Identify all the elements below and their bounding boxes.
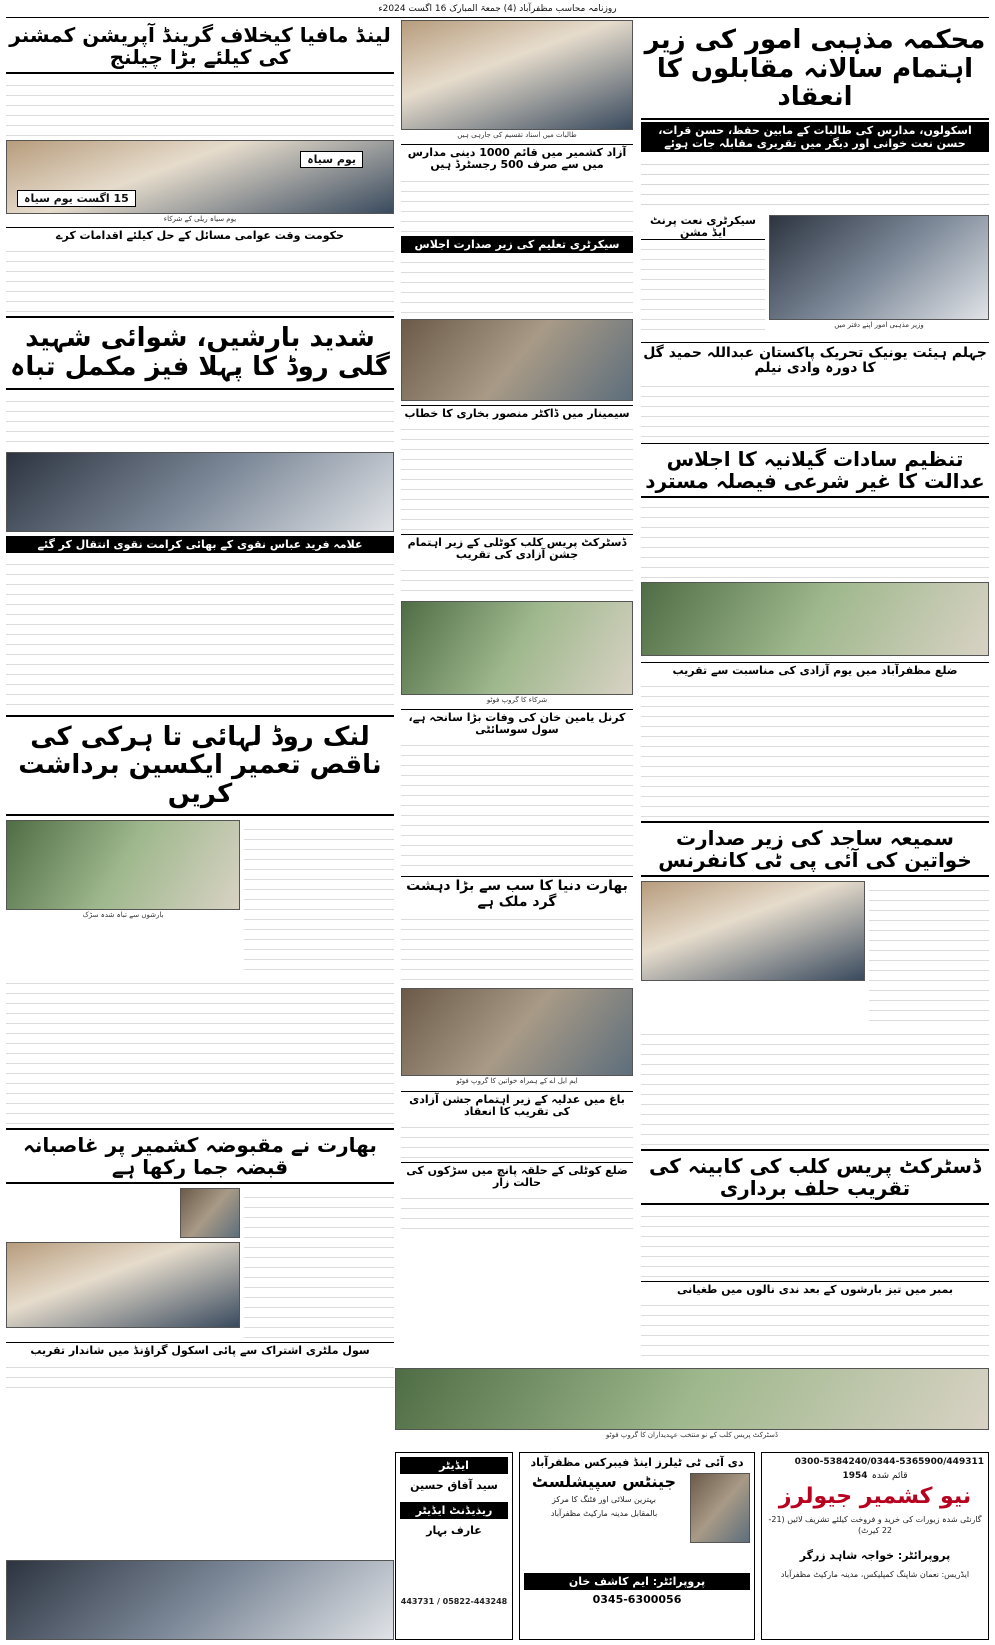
ad-established-label: قائم شدہ xyxy=(871,1471,908,1481)
left-road-row xyxy=(6,820,394,970)
ad-subtitle: گارنٹی شدہ زیورات کی خرید و فروخت کیلئے تشریف لائیں (21-22 کیرٹ) xyxy=(768,1515,982,1535)
lead-headline: محکمہ مذہبی امور کی زیر اہتمام سالانہ مقابلوں کا انعقاد xyxy=(641,20,989,120)
left-lower-photos xyxy=(6,1188,240,1338)
press-club-group-photo xyxy=(395,1368,989,1430)
ad-owner: پروپرائٹر: ایم کاشف خان xyxy=(524,1573,750,1590)
photo-caption: شرکاء کا گروپ فوٹو xyxy=(486,695,548,704)
story-body xyxy=(641,1207,989,1277)
story-headline: ڈسٹرکٹ پریس کلب کوٹلی کے زیر اہتمام جشن آزادی کی تقریب xyxy=(401,534,633,561)
story-headline: ڈسٹرکٹ پریس کلب کی کابینہ کی تقریب حلف برداری xyxy=(641,1149,989,1205)
story-body xyxy=(244,1188,394,1338)
lead-subheadline: اسکولوں، مدارس کی طالبات کے مابین حفظ، حسن قرات، حسن نعت خوانی اور دیگر میں تقریری مقابلہ جات ہوئے xyxy=(641,122,989,152)
story-body xyxy=(641,677,989,817)
story-headline: بمبر میں تیز بارشوں کے بعد ندی نالوں میں طغیانی xyxy=(641,1281,989,1296)
story-body xyxy=(401,736,633,872)
women-delegation-photo xyxy=(401,319,633,401)
bottom-photo-strip xyxy=(395,1368,989,1440)
jewellers-ad xyxy=(761,1452,989,1640)
lead-body xyxy=(641,155,989,211)
owner-portrait xyxy=(690,1473,750,1543)
story-headline: سیمینار میں ڈاکٹر منصور بخاری کا خطاب xyxy=(401,405,633,420)
ad-role: ریذیڈنٹ ایڈیٹر xyxy=(400,1502,508,1519)
ad-year: 1954 xyxy=(842,1471,868,1481)
story-body xyxy=(641,1025,989,1145)
story-headline: علامہ فرید عباس نقوی کے بھائی کرامت نقوی انتقال کر گئے xyxy=(6,536,394,553)
ad-name: عارف بہار xyxy=(426,1524,482,1538)
story-body xyxy=(401,561,633,597)
story-headline: بھارت نے مقبوضہ کشمیر پر غاصبانہ قبضہ جما رکھا ہے xyxy=(6,1128,394,1184)
women-mla-group-photo xyxy=(401,988,633,1076)
story-headline: آزاد کشمیر میں قائم 1000 دینی مدارس میں سے صرف 500 رجسٹرڈ ہیں xyxy=(401,144,633,171)
portrait-photo xyxy=(180,1188,240,1238)
story-headline: جہلم ہیئت یونیک تحریک پاکستان عبداللہ حمید گل کا دورہ وادی نیلم xyxy=(641,342,989,377)
protest-group-photo xyxy=(641,582,989,656)
story-headline: لنک روڈ لہائی تا ہرکی کی ناقص تعمیر ایکسین برداشت کریں xyxy=(6,715,394,817)
story-body xyxy=(6,1358,394,1394)
middle-column xyxy=(401,20,633,1235)
story-body xyxy=(6,242,394,312)
story-body xyxy=(869,881,989,1021)
ad-name: سید آفاق حسین xyxy=(410,1479,498,1492)
story-headline: باغ میں عدلیہ کے زیر اہتمام جشن آزادی کی تقریب کا انعقاد xyxy=(401,1091,633,1118)
event-photo xyxy=(6,1242,240,1328)
crowd-protest-photo xyxy=(6,452,394,532)
right-column xyxy=(641,20,989,1356)
left-lower-stories xyxy=(244,1188,394,1338)
photo-caption: ڈسٹرکٹ پریس کلب کے نو منتخب عہدیداران کا گروپ فوٹو xyxy=(606,1431,778,1439)
ad-owner: پروپرائٹر: خواجہ شاہد زرگر xyxy=(766,1547,984,1564)
left-column xyxy=(6,20,394,1394)
story-headline: کرنل یامین خان کی وفات بڑا سانحہ ہے، سول سوسائٹی xyxy=(401,709,633,736)
ad-phone: 0300-5384240/0344-5365900/449311 xyxy=(794,1457,984,1467)
ad-address: بالمقابل مدینہ مارکیٹ مظفرآباد xyxy=(550,1509,658,1519)
editor-ad xyxy=(395,1452,513,1640)
story-body xyxy=(6,974,394,1124)
story-body xyxy=(244,820,394,970)
story-headline: تنظیم سادات گیلانیہ کا اجلاس عدالت کا غیر شرعی فیصلہ مسترد xyxy=(641,443,989,498)
ad-phone: 05822-443248 / 443731 xyxy=(400,1597,508,1607)
black-day-rally-photo xyxy=(6,140,394,214)
rally-banner-text: 15 اگست یوم سیاہ xyxy=(17,190,136,207)
ad-text-block xyxy=(524,1473,684,1543)
masthead-line: روزنامہ محاسب مظفرآباد (4) جمعۃ المبارک 16 اگست 2024ء xyxy=(6,4,989,18)
students-certificate-photo xyxy=(401,20,633,130)
tailors-ad xyxy=(519,1452,755,1640)
photo-caption: وزیر مذہبی امور اپنے دفتر میں xyxy=(834,320,924,329)
ad-address: ایڈریس: نعمان شاپنگ کمپلیکس، مدینہ مارکیٹ مظفرآباد xyxy=(780,1569,970,1579)
photo-caption: ایم ایل اے کے ہمراہ خواتین کا گروپ فوٹو xyxy=(456,1077,578,1086)
ad-role: ایڈیٹر xyxy=(400,1457,508,1474)
photo-caption: بارشوں سے تباہ شدہ سڑک xyxy=(82,911,164,920)
ad-phone-row xyxy=(766,1457,984,1467)
men-group-photo xyxy=(401,601,633,695)
story-body xyxy=(401,910,633,984)
story-body xyxy=(6,555,394,711)
conference-photo xyxy=(641,881,865,981)
story-body xyxy=(401,420,633,530)
road-photo-block xyxy=(6,820,240,970)
right-photo-1-block xyxy=(769,215,989,336)
story-headline: سیکرٹری تعلیم کی زیر صدارت اجلاس xyxy=(401,236,633,253)
story-body xyxy=(641,1296,989,1356)
right-side-story xyxy=(641,215,765,336)
ad-subtitle: جینٹس سپیشلسٹ xyxy=(531,1472,677,1492)
photo-caption: یوم سیاہ ریلی کے شرکاء xyxy=(163,215,237,223)
ad-body: بہترین سلائی اور فٹنگ کا مرکز xyxy=(551,1494,657,1504)
story-body xyxy=(401,1189,633,1235)
right-mid-row xyxy=(641,881,989,1021)
story-headline: ضلع مظفرآباد میں یوم آزادی کی مناسبت سے تقریب xyxy=(641,662,989,677)
meeting-photo xyxy=(6,1560,394,1640)
left-lower-row xyxy=(6,1188,394,1338)
rally-banner-text: یوم سیاہ xyxy=(300,151,363,168)
story-body xyxy=(401,253,633,315)
story-headline: سیکرٹری نعت پرنٹ ایڈ مشن xyxy=(641,215,765,240)
story-body xyxy=(401,1118,633,1158)
damaged-road-photo xyxy=(6,820,240,910)
minister-office-photo xyxy=(769,215,989,320)
ad-phone: 0345-6300056 xyxy=(592,1593,682,1607)
story-headline: بھارت دنیا کا سب سے بڑا دہشت گرد ملک ہے xyxy=(401,876,633,910)
photo-caption: طالبات میں اسناد تقسیم کی جارہی ہیں xyxy=(457,131,577,139)
story-headline: لینڈ مافیا کیخلاف گرینڈ آپریشن کمشنر کی کیلئے بڑا چیلنج xyxy=(6,20,394,74)
ad-title: نیو کشمیر جیولرز xyxy=(778,1484,972,1509)
story-body xyxy=(641,377,989,437)
story-headline: حکومت وقت عوامی مسائل کے حل کیلئے اقدامات کرے xyxy=(6,227,394,242)
story-headline: سمیعہ ساجد کی زیر صدارت خواتین کی آئی پی ٹی کانفرنس xyxy=(641,821,989,877)
story-headline: ضلع کوٹلی کے حلقہ پانچ میں سڑکوں کی حالت زار xyxy=(401,1162,633,1189)
story-body xyxy=(6,392,394,448)
right-photo-row xyxy=(641,215,989,336)
story-headline: شدید بارشیں، شوائی شہید گلی روڈ کا پہلا فیز مکمل تباہ xyxy=(6,316,394,389)
story-body xyxy=(641,240,765,336)
story-headline: سول ملٹری اشتراک سے پائی اسکول گراؤنڈ میں شاندار تقریب xyxy=(6,1342,394,1357)
ad-year-row xyxy=(766,1471,984,1481)
ad-body-row xyxy=(524,1473,750,1543)
story-body xyxy=(641,498,989,578)
story-body xyxy=(6,76,394,136)
story-body xyxy=(401,172,633,232)
ad-title: دی آئی ٹی ٹیلرز اینڈ فیبرکس مظفرآباد xyxy=(530,1456,744,1469)
